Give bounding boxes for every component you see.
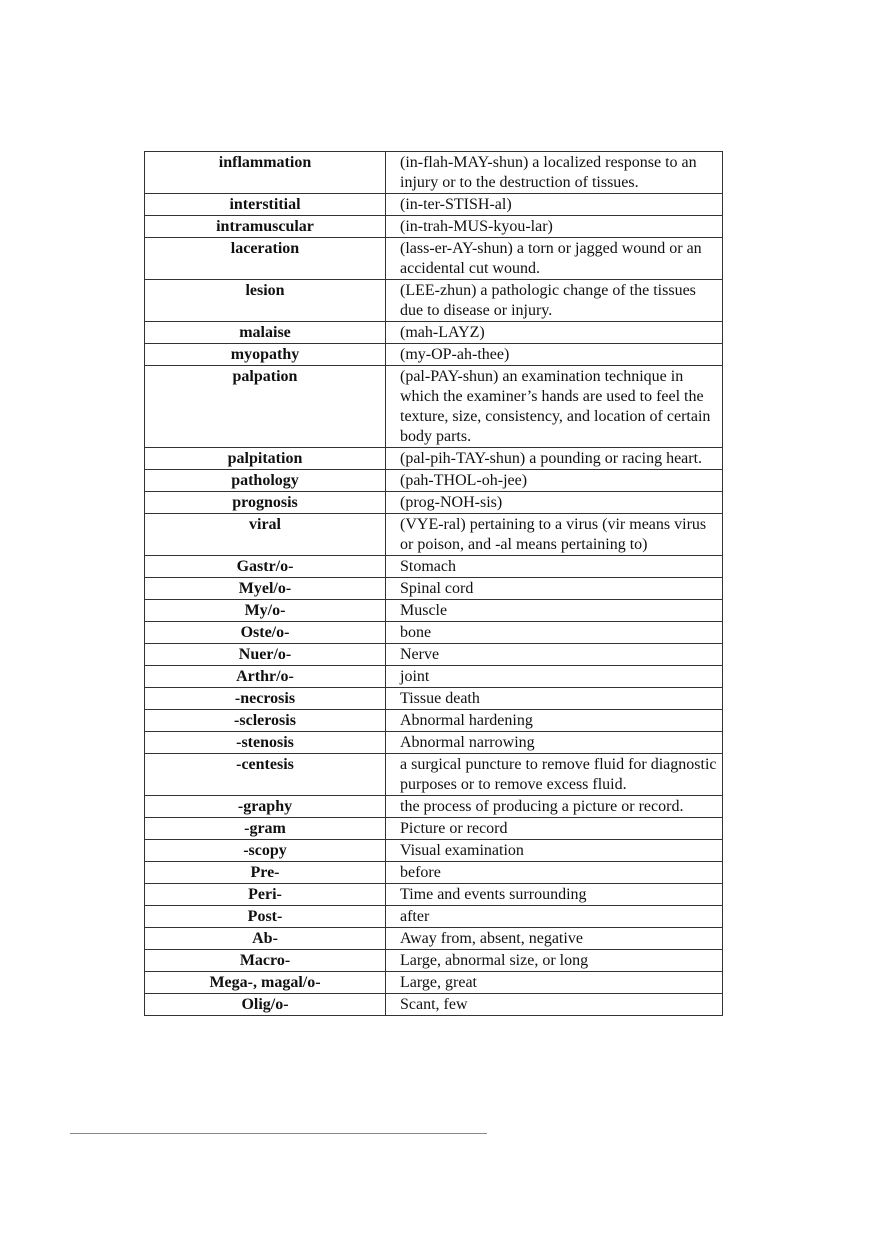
glossary-definition: Nerve xyxy=(386,644,723,666)
glossary-row xyxy=(145,216,723,238)
glossary-term: inflammation xyxy=(145,152,386,194)
glossary-row xyxy=(145,514,723,556)
glossary-definition: (in-trah-MUS-kyou-lar) xyxy=(386,216,723,238)
glossary-definition: (VYE-ral) pertaining to a virus (vir means virus or poison, and -al means pertaining to) xyxy=(386,514,723,556)
glossary-definition: Spinal cord xyxy=(386,578,723,600)
glossary-term: palpation xyxy=(145,366,386,448)
glossary-term: -sclerosis xyxy=(145,710,386,732)
glossary-definition: (in-flah-MAY-shun) a localized response to an injury or to the destruction of tissues. xyxy=(386,152,723,194)
glossary-term: intramuscular xyxy=(145,216,386,238)
glossary-term: My/o- xyxy=(145,600,386,622)
glossary-row xyxy=(145,152,723,194)
glossary-row xyxy=(145,840,723,862)
glossary-definition: Abnormal hardening xyxy=(386,710,723,732)
glossary-row xyxy=(145,644,723,666)
glossary-row xyxy=(145,972,723,994)
glossary-row xyxy=(145,366,723,448)
glossary-row xyxy=(145,238,723,280)
glossary-row xyxy=(145,556,723,578)
glossary-term: myopathy xyxy=(145,344,386,366)
glossary-term: -graphy xyxy=(145,796,386,818)
glossary-term: Nuer/o- xyxy=(145,644,386,666)
glossary-definition: Picture or record xyxy=(386,818,723,840)
glossary-term: pathology xyxy=(145,470,386,492)
glossary-row xyxy=(145,600,723,622)
glossary-term: palpitation xyxy=(145,448,386,470)
glossary-row xyxy=(145,994,723,1016)
glossary-row xyxy=(145,194,723,216)
glossary-row xyxy=(145,578,723,600)
glossary-definition: (pal-pih-TAY-shun) a pounding or racing heart. xyxy=(386,448,723,470)
glossary-row xyxy=(145,754,723,796)
glossary-definition: (pah-THOL-oh-jee) xyxy=(386,470,723,492)
glossary-row xyxy=(145,492,723,514)
glossary-term: Arthr/o- xyxy=(145,666,386,688)
glossary-definition: Abnormal narrowing xyxy=(386,732,723,754)
glossary-row xyxy=(145,448,723,470)
glossary-term: prognosis xyxy=(145,492,386,514)
glossary-row xyxy=(145,906,723,928)
glossary-definition: Stomach xyxy=(386,556,723,578)
glossary-term: Ab- xyxy=(145,928,386,950)
glossary-term: malaise xyxy=(145,322,386,344)
glossary-definition: bone xyxy=(386,622,723,644)
glossary-definition: the process of producing a picture or record. xyxy=(386,796,723,818)
glossary-row xyxy=(145,470,723,492)
glossary-definition: (in-ter-STISH-al) xyxy=(386,194,723,216)
glossary-definition: after xyxy=(386,906,723,928)
glossary-term: -gram xyxy=(145,818,386,840)
glossary-term: lesion xyxy=(145,280,386,322)
glossary-term: Myel/o- xyxy=(145,578,386,600)
footer-rule xyxy=(70,1133,487,1134)
glossary-row xyxy=(145,622,723,644)
glossary-row xyxy=(145,732,723,754)
glossary-term: Gastr/o- xyxy=(145,556,386,578)
glossary-definition: Large, great xyxy=(386,972,723,994)
glossary-definition: (LEE-zhun) a pathologic change of the tissues due to disease or injury. xyxy=(386,280,723,322)
glossary-definition: Muscle xyxy=(386,600,723,622)
glossary-term: Post- xyxy=(145,906,386,928)
glossary-row xyxy=(145,688,723,710)
glossary-row xyxy=(145,884,723,906)
glossary-row xyxy=(145,928,723,950)
glossary-term: viral xyxy=(145,514,386,556)
glossary-definition: Tissue death xyxy=(386,688,723,710)
glossary-row xyxy=(145,862,723,884)
glossary-row xyxy=(145,344,723,366)
glossary-definition: (my-OP-ah-thee) xyxy=(386,344,723,366)
glossary-term: Macro- xyxy=(145,950,386,972)
glossary-term: -necrosis xyxy=(145,688,386,710)
glossary-definition: (prog-NOH-sis) xyxy=(386,492,723,514)
glossary-definition: Scant, few xyxy=(386,994,723,1016)
glossary-term: interstitial xyxy=(145,194,386,216)
glossary-row xyxy=(145,322,723,344)
glossary-definition: joint xyxy=(386,666,723,688)
glossary-term: Pre- xyxy=(145,862,386,884)
glossary-table-body xyxy=(145,152,723,1016)
glossary-table xyxy=(144,151,723,1016)
glossary-term: Mega-, magal/o- xyxy=(145,972,386,994)
glossary-definition: before xyxy=(386,862,723,884)
glossary-term: -centesis xyxy=(145,754,386,796)
glossary-row xyxy=(145,818,723,840)
glossary-definition: (pal-PAY-shun) an examination technique in which the examiner’s hands are used to feel the texture, size, consistency, and location of certain body parts. xyxy=(386,366,723,448)
glossary-term: -stenosis xyxy=(145,732,386,754)
glossary-definition: a surgical puncture to remove fluid for diagnostic purposes or to remove excess fluid. xyxy=(386,754,723,796)
glossary-row xyxy=(145,950,723,972)
glossary-definition: (lass-er-AY-shun) a torn or jagged wound or an accidental cut wound. xyxy=(386,238,723,280)
glossary-definition: Away from, absent, negative xyxy=(386,928,723,950)
glossary-term: -scopy xyxy=(145,840,386,862)
glossary-definition: Time and events surrounding xyxy=(386,884,723,906)
glossary-term: Oste/o- xyxy=(145,622,386,644)
glossary-definition: Large, abnormal size, or long xyxy=(386,950,723,972)
glossary-term: Olig/o- xyxy=(145,994,386,1016)
glossary-row xyxy=(145,710,723,732)
glossary-definition: (mah-LAYZ) xyxy=(386,322,723,344)
glossary-row xyxy=(145,796,723,818)
glossary-row xyxy=(145,666,723,688)
glossary-term: Peri- xyxy=(145,884,386,906)
glossary-row xyxy=(145,280,723,322)
glossary-definition: Visual examination xyxy=(386,840,723,862)
glossary-term: laceration xyxy=(145,238,386,280)
